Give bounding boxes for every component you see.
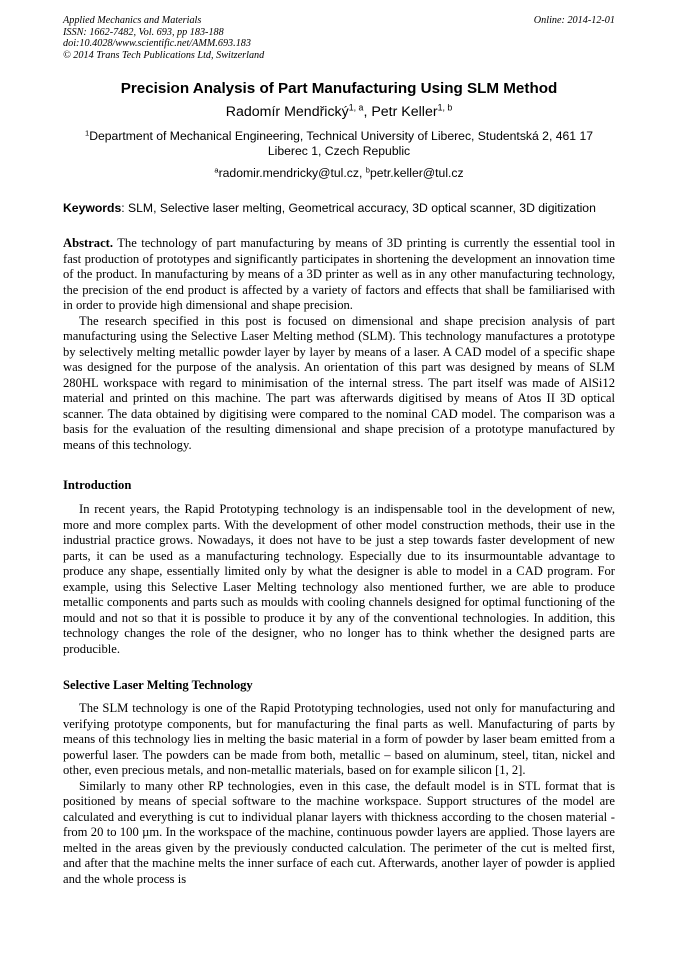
email-mark: b [365,165,370,175]
abstract-label: Abstract. [63,236,114,250]
author-list [40,104,638,120]
keywords-text: : SLM, Selective laser melting, Geometrical accuracy, 3D optical scanner, 3D digitization [121,201,596,215]
body-paragraph: In recent years, the Rapid Prototyping technology is an indispensable tool in the development of new, more and more complex parts. With the development of other model construction methods, their use in the industrial practice grows. Nowadays, it does not have to be just a step towards faster development of new parts, it can be used as a manufacturing technology. Especially due to its insurmountable advantage to produce any shape, essentially limited only by what the designer is able to model in a CAD program. For example, using this Selective Laser Melting technology also mentioned further, we are able to produce metallic components and parts such as moulds with cooling channels designed for optimal functioning of the mould and not so that it is possible to produce it by any of the conventional technologies. In addition, this technology changes the role of the designer, who no longer has to think whether the designed parts are producible. [63,502,615,656]
author-affiliation-mark: 1, a [348,102,364,113]
online-date: Online: 2014-12-01 [533,15,615,26]
author-separator: , [363,104,372,120]
journal-name: Applied Mechanics and Materials [63,15,202,26]
abstract-text: The technology of part manufacturing by means of 3D printing is currently the essential tool in fast production of prototypes and significantly participates in shortening the development an innovation time of the product. In manufacturing by means of a 3D printer as well as in any other manufacturing technology, the precision of the end product is affected by a variety of factors and effects that shall be familiarised with in order to provide high dimensional and shape precision. [63,236,615,312]
paper-title: Precision Analysis of Part Manufacturing Using SLM Method [120,80,558,97]
section-heading-slm: Selective Laser Melting Technology [63,678,253,692]
affiliation-mark: 1 [84,128,90,138]
abstract-paragraph: The research specified in this post is focused on dimensional and shape precision analysis of part manufacturing using the Selective Laser Melting method (SLM). This technology manufactures a prototype by selectively melting metallic powder layer by layer by means of a laser. A CAD model of a specific shape was designed for the purpose of the analysis. An orientation of this part was designed by means of SLM 280HL workspace with regard to minimisation of the internal stress. The part itself was made of AlSi12 material and printed on this machine. The part was afterwards digitised by means of Atos II 3D optical scanner. The data obtained by digitising were compared to the nominal CAD model. The comparison was a basis for the evaluation of the resulting dimensional and shape precision of a prototype manufactured by means of this technology. [63,313,615,452]
affiliation-text: Department of Mechanical Engineering, Technical University of Liberec, Studentská 2, 461 17 Liberec 1, Czech Republic [89,129,593,158]
author-name: Petr Keller [371,104,438,120]
section-heading-introduction: Introduction [63,478,132,492]
keywords [63,201,623,215]
journal-doi: doi:10.4028/www.scientific.net/AMM.693.183 [63,38,251,50]
body-paragraph: Similarly to many other RP technologies, even in this case, the default model is in STL format that is positioned by means of special software to the machine workspace. Support structures of the model are calculated and everything is cut to individual planar layers with thickness according to the chosen material - from 20 to 100 µm. In the workspace of the machine, continuous powder layers are applied. Those layers are melted in the areas given by the previously conducted calculation. The perimeter of the cut is melted first, and after that the machine melts the inner surface of each cut. Afterwards, another layer of powder is applied and the whole process is [63,778,615,886]
email-mark: a [214,165,219,175]
email-address: petr.keller@tul.cz [369,166,464,180]
journal-issn: ISSN: 1662-7482, Vol. 693, pp 183-188 [63,26,224,38]
author-affiliation-mark: 1, b [437,102,453,113]
introduction-section [63,502,615,657]
body-paragraph: The SLM technology is one of the Rapid Prototyping technologies, used not only for manufacturing and verifying prototype components, but for manufacturing the final parts as well. Manufacturing of parts by means of this technology lies in melting the basic material in a form of powder by laser beam emitted from a powerful laser. The powders can be made from both, metallic – based on aluminum, steel, titan, nickel and other, even precious metals, and non-metallic materials, based on for example silicon [1, 2]. [63,701,615,777]
journal-header [63,15,615,61]
affiliation [70,129,608,159]
author-name: Radomír Mendřický [225,104,349,120]
keywords-label: Keywords [63,201,122,215]
abstract-paragraph [63,236,615,314]
abstract [63,236,615,453]
author-emails [40,166,638,180]
email-separator: , [358,166,366,180]
journal-copyright: © 2014 Trans Tech Publications Ltd, Switzerland [63,49,265,61]
slm-section [63,701,615,887]
email-address: radomir.mendricky@tul.cz [218,166,359,180]
